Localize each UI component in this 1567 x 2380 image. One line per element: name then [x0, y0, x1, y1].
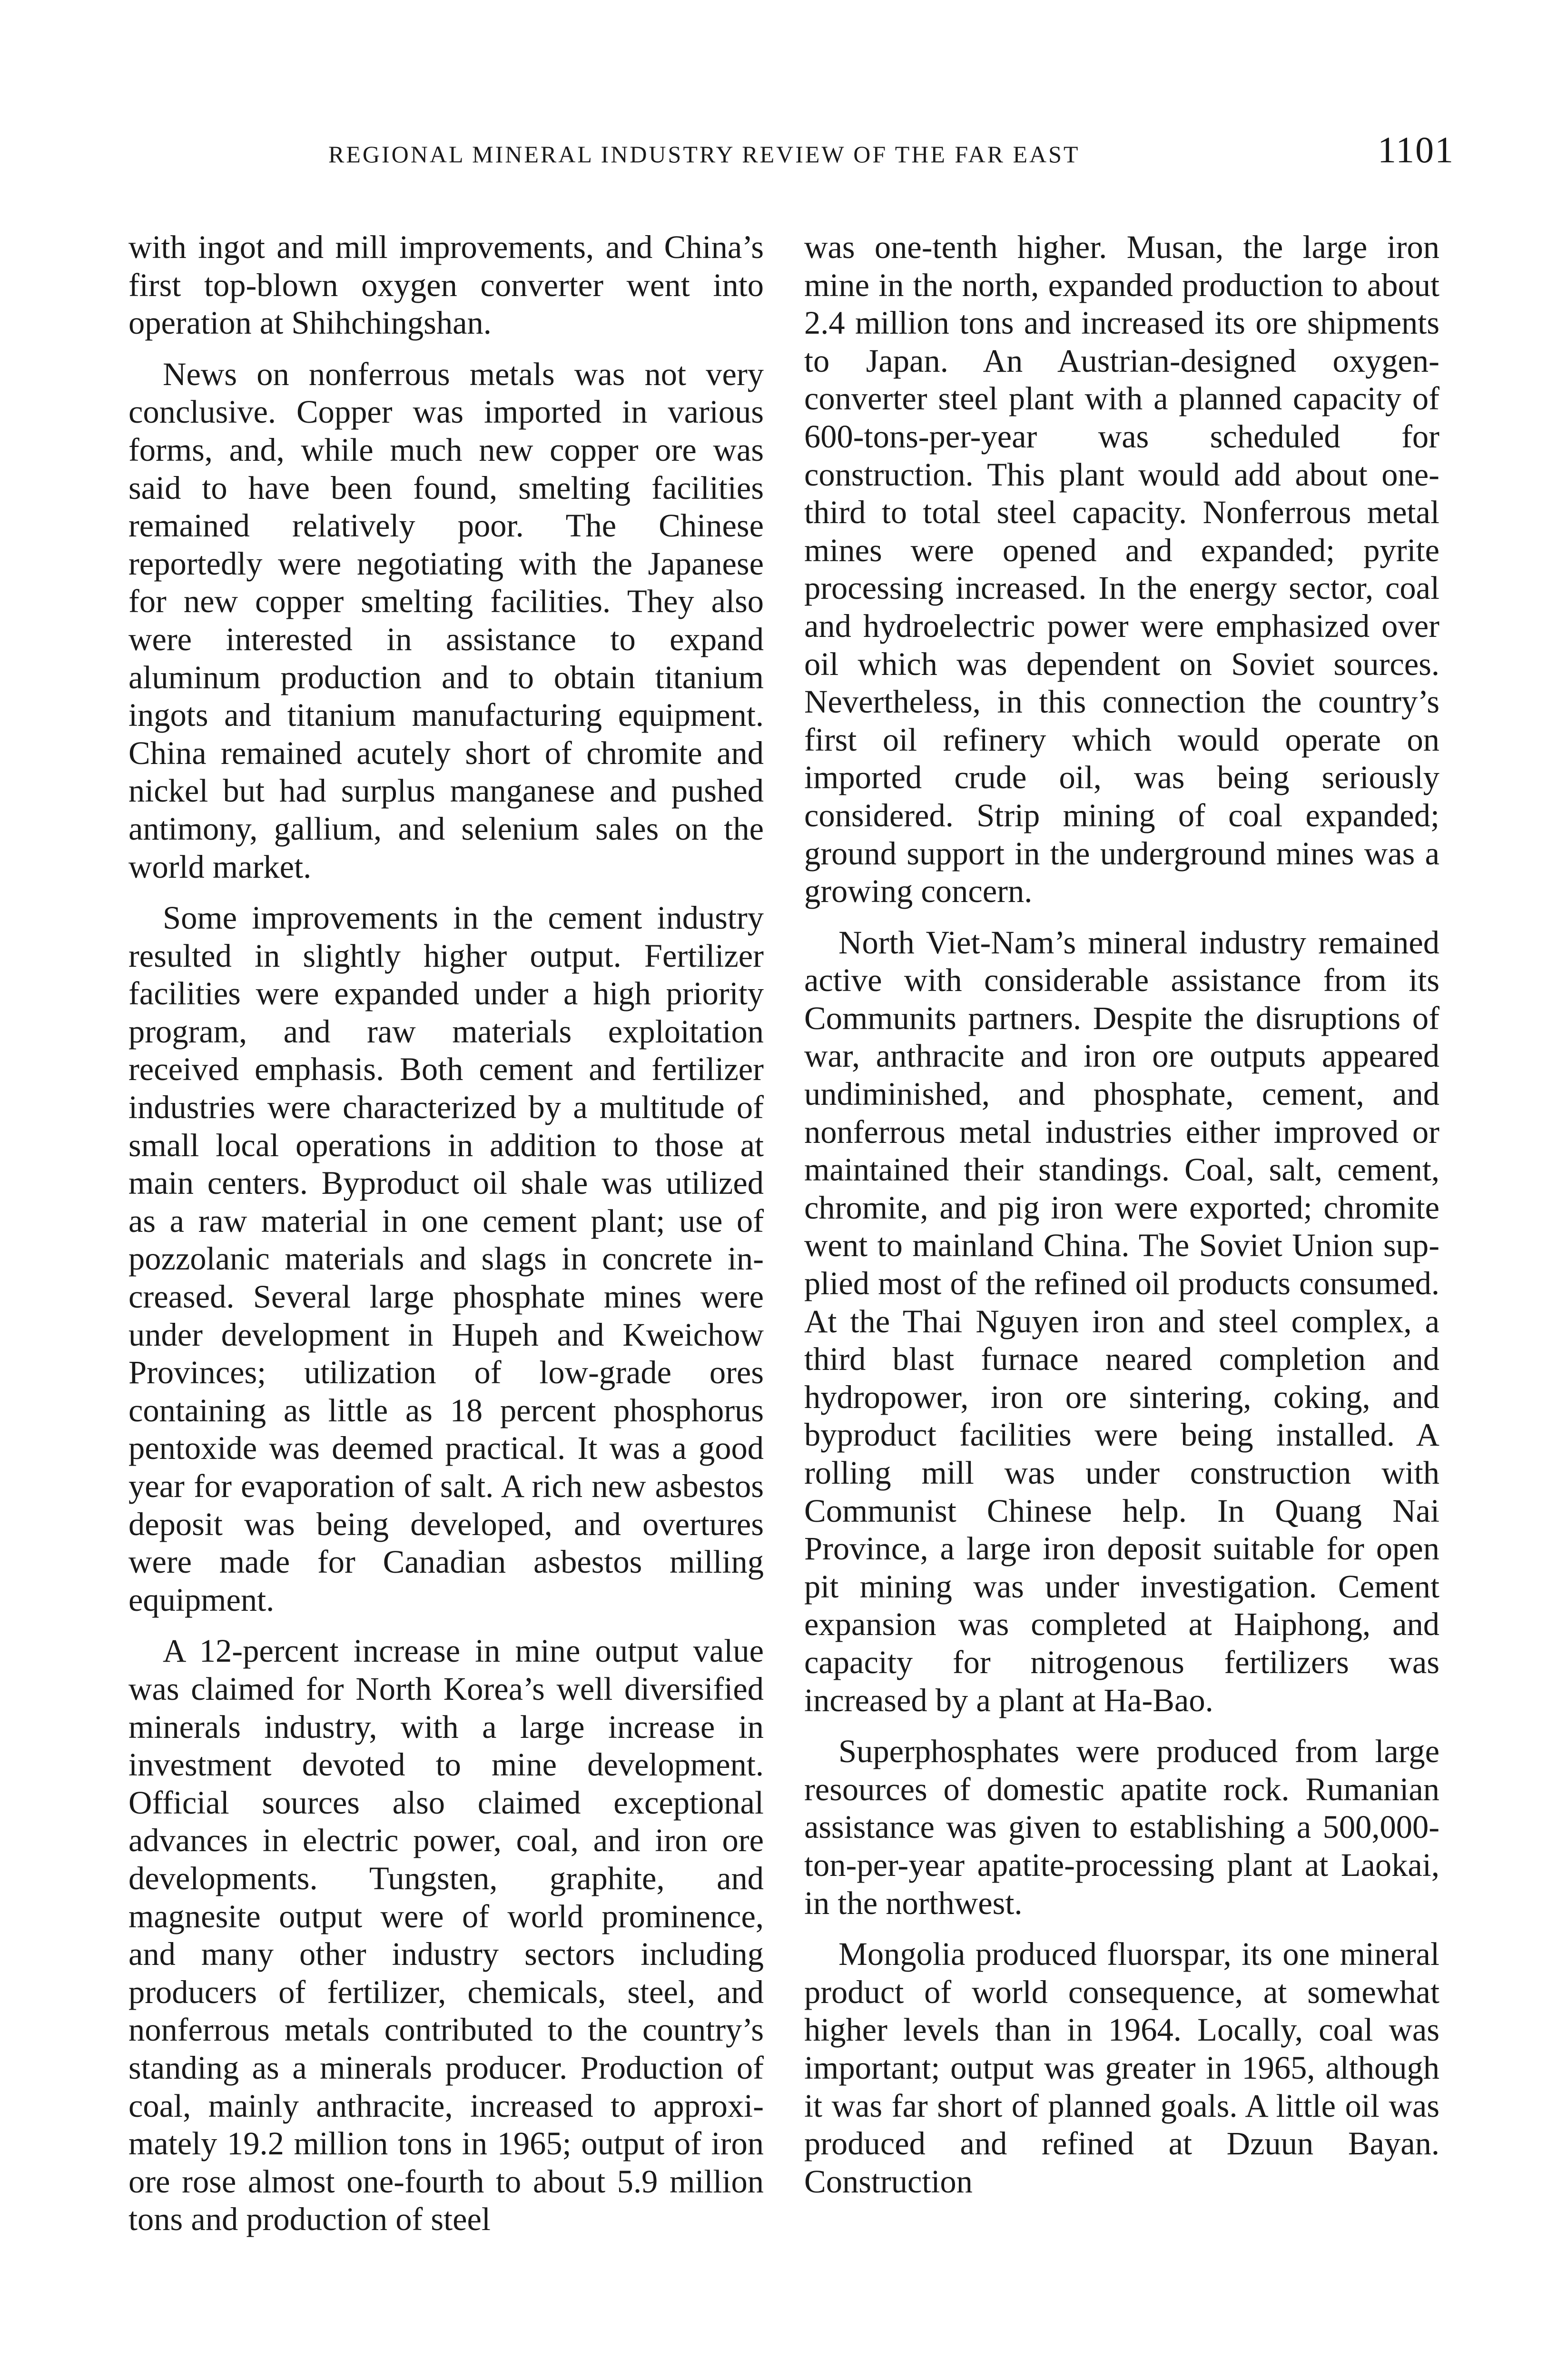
- paragraph-left-2: News on nonferrous metals was not very conclusive. Copper was imported in various forms, and, while much new copper ore was said to have been found, smelting facilities remained relatively poor. The Chinese reportedly were negotiating with the Japanese for new copper smelting facilities. They also were interested in assistance to expand aluminum production and to obtain titanium ingots and titanium manufacturing equipment. China remained acutely short of chromite and nickel but had surplus manganese and pushed antimony, gallium, and selenium sales on the world market.: [128, 356, 764, 885]
- paragraph-right-2: North Viet-Nam’s mineral industry remained active with considerable assistance from its Communits partners. Despite the disruptions of war, anthracite and iron ore outputs appeared undiminished, and phosphate, cement, and nonferrous metal industries either improved or maintained their standings. Coal, salt, cement, chromite, and pig iron were exported; chromite went to mainland China. The Soviet Union supplied most of the refined oil products consumed. At the Thai Nguyen iron and steel complex, a third blast furnace neared completion and hydropower, iron ore sintering, coking, and byproduct facilities were being installed. A rolling mill was under construction with Communist Chinese help. In Quang Nai Province, a large iron deposit suitable for open pit mining was under investigation. Cement expansion was completed at Haiphong, and capacity for nitrogenous fertilizers was increased by a plant at Ha-Bao.: [804, 924, 1439, 1718]
- running-header: REGIONAL MINERAL INDUSTRY REVIEW OF THE FAR EAST: [328, 141, 1080, 168]
- paragraph-right-3: Superphosphates were produced from large resources of domestic apatite rock. Rumanian assistance was given to establishing a 500,000-ton-per-year apatite-processing plant at Laokai, in the northwest.: [804, 1733, 1439, 1921]
- paragraph-left-3: Some improvements in the cement industry resulted in slightly higher output. Fertilizer facilities were expanded under a high priority program, and raw materials exploitation received emphasis. Both cement and fertilizer industries were characterized by a multitude of small local operations in addition to those at main centers. Byproduct oil shale was utilized as a raw material in one cement plant; use of pozzolanic materials and slags in concrete increased. Several large phosphate mines were under development in Hupeh and Kweichow Provinces; utilization of low-grade ores containing as little as 18 percent phosphorus pentoxide was deemed practical. It was a good year for evaporation of salt. A rich new asbestos deposit was being developed, and overtures were made for Canadian asbestos milling equipment.: [128, 900, 764, 1618]
- left-column: [128, 228, 764, 2252]
- paragraph-right-4: Mongolia produced fluorspar, its one mineral product of world consequence, at somewhat higher levels than in 1964. Locally, coal was important; output was greater in 1965, although it was far short of planned goals. A little oil was produced and refined at Dzuun Bayan. Construction: [804, 1936, 1439, 2200]
- paragraph-left-1: with ingot and mill improvements, and China’s first top-blown oxygen converter went into operation at Shihchingshan.: [128, 229, 764, 341]
- page-number: 1101: [1378, 129, 1455, 170]
- paragraph-left-4: A 12-percent increase in mine output value was claimed for North Korea’s well diversified minerals industry, with a large increase in investment devoted to mine development. Official sources also claimed exceptional advances in electric power, coal, and iron ore developments. Tungsten, graphite, and magnesite output were of world prominence, and many other industry sectors including producers of fertilizer, chemicals, steel, and nonferrous metals contributed to the country’s standing as a minerals producer. Production of coal, mainly anthracite, increased to approximately 19.2 million tons in 1965; output of iron ore rose almost one-fourth to about 5.9 million tons and production of steel: [128, 1633, 764, 2238]
- paragraph-right-1: was one-tenth higher. Musan, the large iron mine in the north, expanded production to about 2.4 million tons and increased its ore shipments to Japan. An Austrian-designed oxygen-converter steel plant with a planned capacity of 600-tons-per-year was scheduled for construction. This plant would add about one-third to total steel capacity. Nonferrous metal mines were opened and expanded; pyrite processing increased. In the energy sector, coal and hydroelectric power were emphasized over oil which was dependent on Soviet sources. Nevertheless, in this connection the country’s first oil refinery which would operate on imported crude oil, was being seriously considered. Strip mining of coal expanded; ground support in the underground mines was a growing concern.: [804, 229, 1439, 910]
- right-column: [804, 228, 1439, 2214]
